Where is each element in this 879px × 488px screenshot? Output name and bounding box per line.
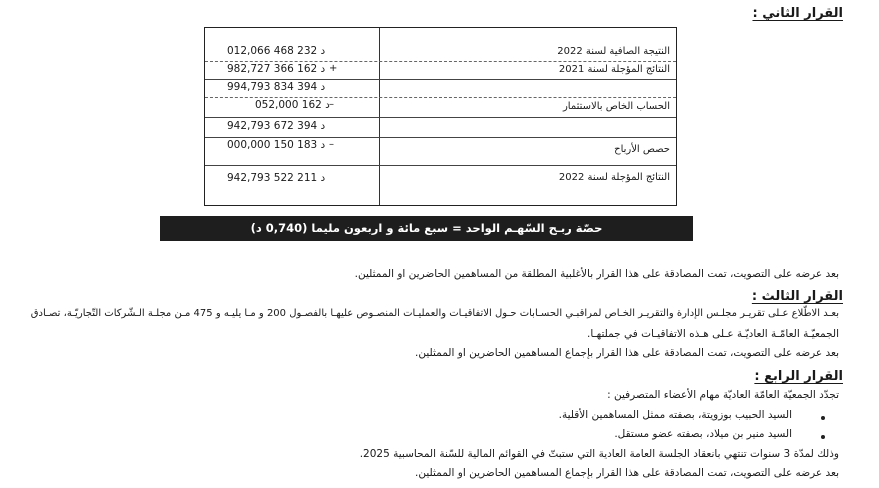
- vote-result-decision-2: بعد عرضه على التصويت، تمت المصادقة على هذا القرار بالأغلبية المطلقة من المساهمين الحاضرين او الممثلين.: [354, 268, 839, 280]
- dividend-per-share-banner: حصّة ربـح السّهـم الواحد = سبع مائة و اربعون مليما (0,740 د): [160, 216, 693, 241]
- table-row-amount: [227, 120, 325, 132]
- row-divider: [205, 165, 676, 166]
- decision-3-text-line1: بعـد الاطّلاع عـلى تقريـر مجلـس الإدارة والتقريـر الخـاص لمراقبـي الحسـابات حـول الاتفاقيـات والعمليـات المنصـوص عليهـا بالفصـول 200 و مـا يليـه و 475 مـن مجلـة الـشّركات التّجاريّـة، تصـادق: [30, 308, 839, 319]
- vote-result-decision-4: بعد عرضه على التصويت، تمت المصادقة على هذا القرار بإجماع المساهمين الحاضرين او الممثلين.: [415, 467, 839, 479]
- table-row-amount: [255, 99, 330, 111]
- row-divider: [205, 61, 676, 62]
- currency-label: د: [320, 139, 326, 151]
- operator-minus: –: [329, 139, 334, 150]
- table-row-label: حصص الأرباح: [614, 144, 670, 155]
- operator-minus: –: [329, 99, 334, 110]
- table-row-amount: [227, 81, 325, 93]
- table-row-label: النتائج المؤجلة لسنة 2022: [558, 172, 670, 183]
- bullet-icon: [821, 435, 825, 439]
- amount-value: 394 834 994,793: [227, 81, 318, 93]
- amount-value: 394 672 942,793: [227, 120, 318, 132]
- table-row-amount: [227, 172, 325, 184]
- member-item: السيد منير بن ميلاد، بصفته عضو مستقل.: [614, 428, 792, 440]
- currency-label: د: [320, 120, 326, 132]
- section-heading-decision-4: القرار الرابع :: [754, 369, 843, 384]
- row-divider: [205, 137, 676, 138]
- amount-value: 162 052,000: [255, 99, 322, 111]
- section-heading-decision-3: القرار الثالث :: [751, 289, 843, 304]
- currency-label: د: [320, 172, 326, 184]
- table-row-amount: [227, 45, 325, 57]
- decision-4-intro: تجدّد الجمعيّة العامّة العاديّة مهام الأعضاء المتصرفين :: [607, 389, 839, 401]
- vote-result-decision-3: بعد عرضه على التصويت، تمت المصادقة على هذا القرار بإجماع المساهمين الحاضرين او الممثلين.: [415, 347, 839, 359]
- currency-label: د: [325, 99, 330, 111]
- amount-value: 232 468 012,066: [227, 45, 318, 57]
- bullet-icon: [821, 416, 825, 420]
- section-heading-decision-2: القرار الثاني :: [752, 6, 843, 21]
- row-divider: [205, 117, 676, 118]
- currency-label: د: [320, 63, 326, 75]
- table-row-label: النتيجة الصافية لسنة 2022: [557, 46, 670, 57]
- amount-value: 162 366 982,727: [227, 63, 318, 75]
- table-row-amount: [227, 63, 325, 75]
- row-divider: [205, 97, 676, 98]
- decision-3-text-line2: الجمعيّـة العامّـة العاديّـة عـلى هـذه الاتفاقيـات في جملتهـا.: [587, 328, 839, 340]
- row-divider: [205, 79, 676, 80]
- currency-label: د: [320, 81, 326, 93]
- profit-allocation-table: [204, 27, 677, 206]
- table-row-label: النتائج المؤجلة لسنة 2021: [558, 64, 670, 75]
- operator-plus: +: [329, 63, 338, 74]
- decision-4-term: وذلك لمدّة 3 سنوات تنتهي بانعقاد الجلسة العامة العادية التي ستبتّ في القوائم المالية للسّنة المحاسبية 2025.: [359, 448, 839, 460]
- table-row-label: الحساب الخاص بالاستثمار: [562, 101, 670, 112]
- amount-value: 211 522 942,793: [227, 172, 318, 184]
- member-item: السيد الحبيب بوزويتة، بصفته ممثل المساهمين الأقلية.: [558, 409, 792, 421]
- amount-value: 183 150 000,000: [227, 139, 318, 151]
- table-row-amount: [227, 139, 325, 151]
- currency-label: د: [320, 45, 326, 57]
